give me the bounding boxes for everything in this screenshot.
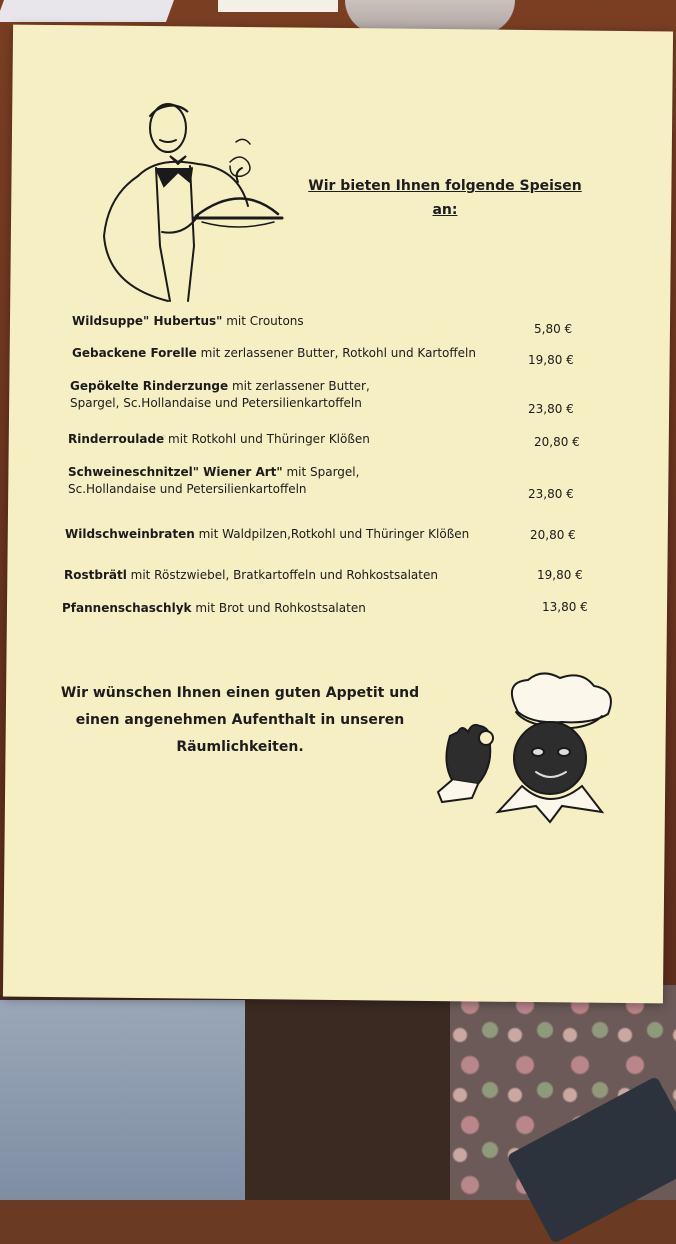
- waiter-with-cloche-icon: [98, 96, 288, 306]
- menu-heading: Wir bieten Ihnen folgende Speisen an:: [308, 178, 582, 218]
- price-rostbraetl: 19,80 €: [537, 568, 583, 582]
- menu-item-pfannenschaschlyk: [62, 600, 366, 617]
- dish-name: Rinderroulade: [68, 432, 165, 446]
- price-pfannenschaschlyk: 13,80 €: [542, 600, 588, 614]
- menu-item-wildsuppe: [72, 313, 304, 330]
- closing-line: einen angenehmen Aufenthalt in unseren: [75, 712, 405, 728]
- napkin: [0, 0, 174, 22]
- closing-line: Wir wünschen Ihnen einen guten Appetit und: [60, 685, 420, 701]
- price-rinderzunge: 23,80 €: [528, 402, 574, 416]
- dish-description: mit Waldpilzen,Rotkohl und Thüringer Klößen: [194, 527, 470, 541]
- dish-description: mit Brot und Rohkostsalaten: [191, 601, 366, 615]
- dish-name: Gepökelte Rinderzunge: [70, 379, 229, 393]
- dish-name: Wildsuppe" Hubertus": [72, 314, 223, 328]
- dish-name: Pfannenschaschlyk: [62, 601, 192, 615]
- chef-gesture-icon: [432, 672, 618, 828]
- dish-description: mit Croutons: [222, 314, 304, 328]
- dish-description-continued: Spargel, Sc.Hollandaise und Petersilienkartoffeln: [70, 396, 362, 410]
- background-card: [218, 0, 338, 12]
- dish-name: Gebackene Forelle: [72, 346, 197, 360]
- dish-description: mit Röstzwiebel, Bratkartoffeln und Rohkostsalaten: [126, 568, 438, 582]
- dish-description: mit Rotkohl und Thüringer Klößen: [164, 432, 370, 446]
- menu-item-rinderzunge: [70, 378, 370, 412]
- menu-item-rinderroulade: [68, 431, 370, 448]
- menu-item-wildschweinbraten: [65, 526, 469, 543]
- bench-shadow: [245, 995, 450, 1200]
- closing-message: [60, 680, 420, 761]
- price-wildschweinbraten: 20,80 €: [530, 528, 576, 542]
- dish-description: mit zerlassener Butter,: [228, 379, 370, 393]
- seat-cushion: [0, 1000, 245, 1200]
- closing-line: Räumlichkeiten.: [176, 739, 304, 755]
- dish-name: Wildschweinbraten: [65, 527, 195, 541]
- dish-name: Rostbrätl: [64, 568, 127, 582]
- price-rinderroulade: 20,80 €: [534, 435, 580, 449]
- menu-item-forelle: [72, 345, 476, 362]
- dish-description-continued: Sc.Hollandaise und Petersilienkartoffeln: [68, 482, 307, 496]
- menu-item-schweineschnitzel: [68, 464, 359, 498]
- price-wildsuppe: 5,80 €: [534, 322, 573, 336]
- menu-item-rostbraetl: [64, 567, 438, 584]
- dish-description: mit Spargel,: [282, 465, 360, 479]
- dish-description: mit zerlassener Butter, Rotkohl und Kartoffeln: [196, 346, 476, 360]
- price-schweineschnitzel: 23,80 €: [528, 487, 574, 501]
- dish-name: Schweineschnitzel" Wiener Art": [68, 465, 283, 479]
- price-forelle: 19,80 €: [528, 353, 574, 367]
